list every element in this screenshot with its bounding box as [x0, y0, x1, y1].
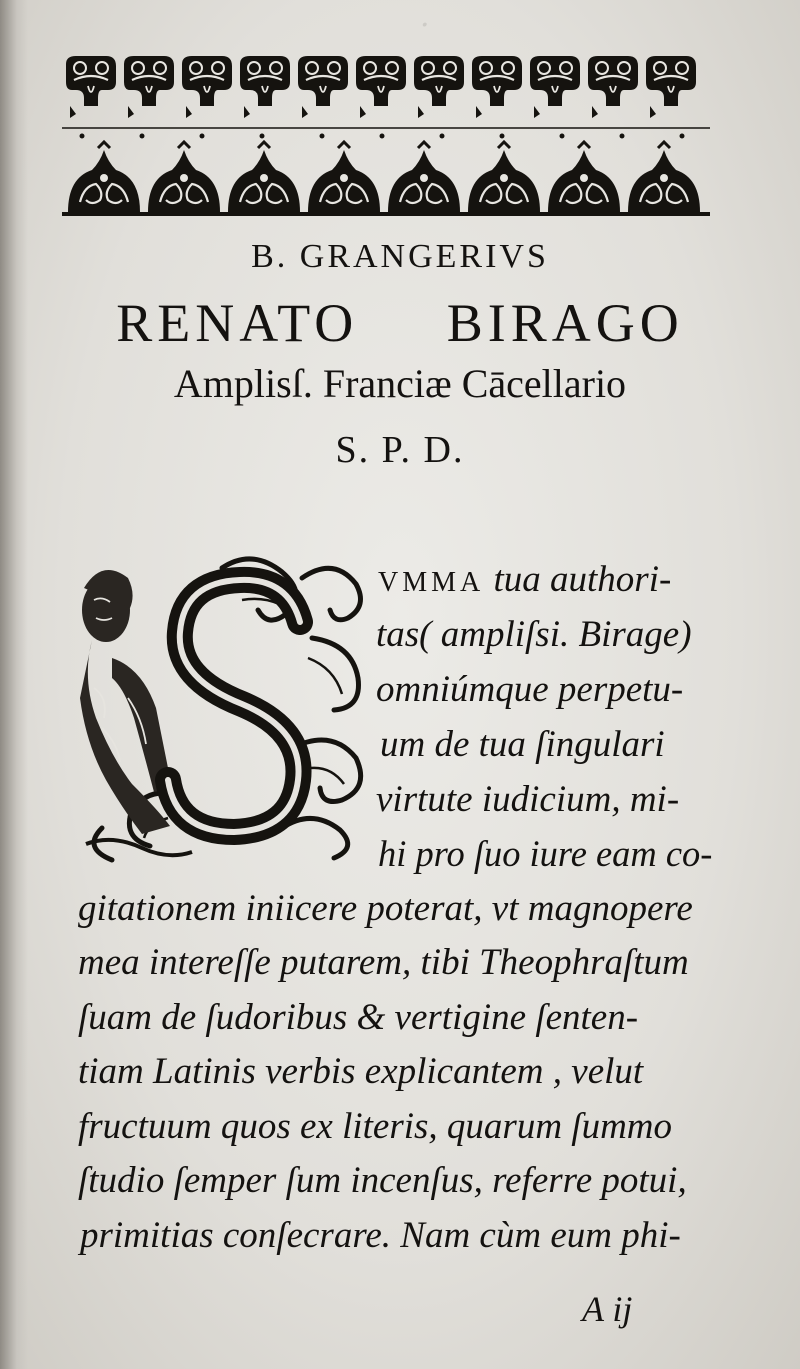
body-line-1 — [378, 561, 671, 598]
author-heading: B. GRANGERIVS — [251, 238, 549, 275]
body-line-9: ſuam de ſudoribus & vertigine ſenten- — [78, 997, 639, 1038]
body-line-12: ſtudio ſemper ſum incenſus, referre potui, — [78, 1160, 687, 1201]
decorated-initial — [72, 548, 372, 866]
headpiece-ornament — [62, 48, 710, 218]
bleed-through: · — [420, 8, 430, 43]
title-heading: Amplisſ. Franciæ Cācellario — [173, 361, 627, 406]
signature-mark: A ij — [582, 1289, 633, 1329]
opening-rest: tua authori- — [493, 559, 672, 600]
body-line-10: tiam Latinis verbis explicantem , velut — [78, 1051, 644, 1092]
body-line-5: virtute iudicium, mi- — [376, 779, 680, 820]
salutation-heading: S. P. D. — [335, 429, 465, 471]
gutter-shadow — [0, 0, 28, 1369]
opening-caps: VMMA — [378, 567, 485, 598]
body-line-2: tas( ampliſsi. Birage) — [376, 614, 692, 655]
body-line-7: gitationem iniicere poterat, vt magnopere — [78, 888, 693, 929]
body-line-13: primitias conſecrare. Nam cùm eum phi- — [80, 1215, 681, 1256]
body-line-8: mea intereſſe putarem, tibi Theophraſtum — [78, 942, 689, 983]
body-line-11: fructuum quos ex literis, quarum ſummo — [78, 1106, 673, 1147]
body-line-3: omniúmque perpetu- — [376, 669, 684, 710]
addressee-heading: RENATO BIRAGO — [116, 293, 684, 353]
body-line-4: um de tua ſingulari — [380, 724, 665, 765]
body-line-6: hi pro ſuo iure eam co- — [378, 834, 713, 875]
